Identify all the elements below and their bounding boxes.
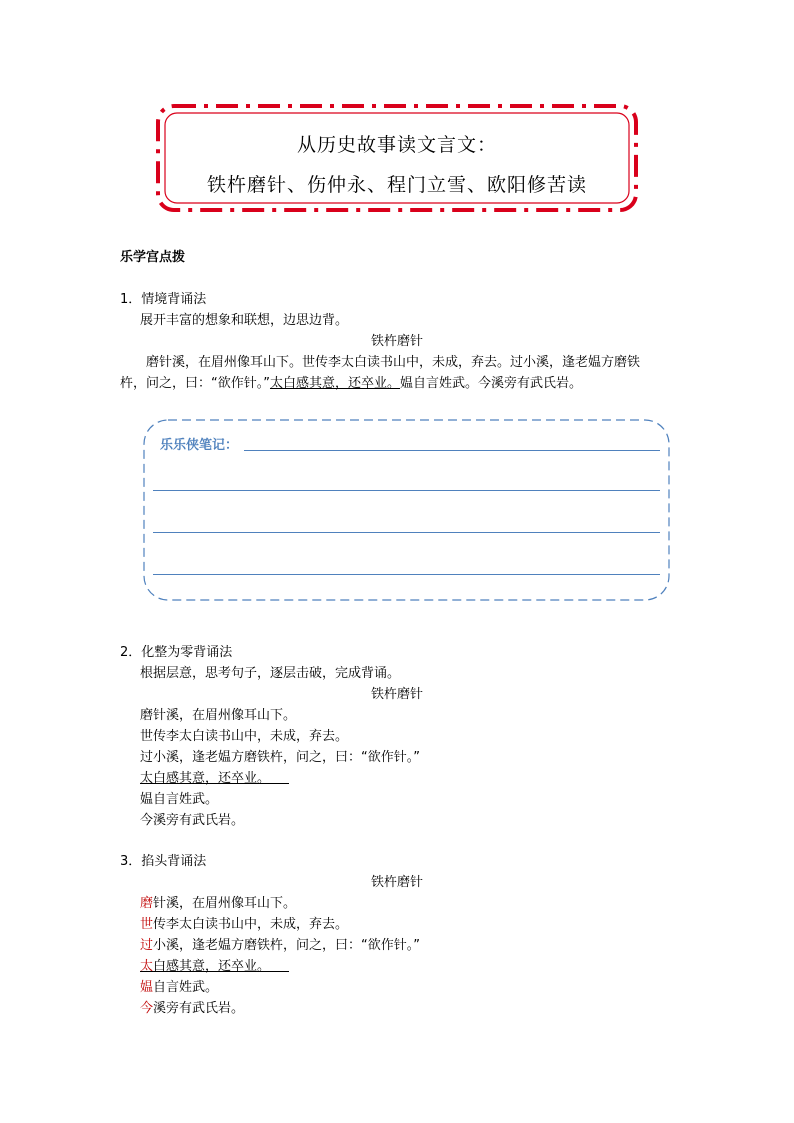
method1-intro: 展开丰富的想象和联想，边思边背。 <box>140 313 349 328</box>
method2-line: 媪自言姓武。 <box>140 792 219 807</box>
method1-paragraph-line2 <box>120 372 582 391</box>
method3-line <box>140 976 218 995</box>
notes-line-4[interactable] <box>153 574 660 575</box>
notes-line-1[interactable] <box>244 450 660 451</box>
method3-poem-title: 铁杵磨针 <box>370 875 423 890</box>
method2-line: 今溪旁有武氏岩。 <box>140 813 245 828</box>
method1-poem-title: 铁杵磨针 <box>370 334 423 349</box>
method3-line <box>140 892 296 911</box>
underlined-segment: 太白感其意，还卒业。 <box>269 376 400 391</box>
section-heading: 乐学宫点拨 <box>120 250 186 265</box>
method2-intro: 根据层意，思考句子，逐层击破，完成背诵。 <box>140 666 401 681</box>
method3-heading: 3．掐头背诵法 <box>120 854 207 869</box>
head-character: 媪 <box>140 980 154 995</box>
head-character: 太 <box>140 959 154 974</box>
line-rest: 白感其意，还卒业。 <box>153 959 271 974</box>
text-segment: 媪自言姓武。今溪旁有武氏岩。 <box>400 376 583 391</box>
method1-paragraph-line1: 磨针溪，在眉州像耳山下。世传李太白读书山中，未成，弃去。过小溪，逢老媪方磨铁 <box>146 355 641 370</box>
head-character: 今 <box>140 1001 154 1016</box>
head-character: 世 <box>140 917 154 932</box>
head-character: 磨 <box>140 896 154 911</box>
method2-line-underlined: 太白感其意，还卒业。 <box>140 771 271 786</box>
method3-line <box>140 913 348 932</box>
method3-line <box>140 934 420 953</box>
text-segment: 杵，问之，曰：“欲作针。” <box>120 376 270 391</box>
line-rest: 溪旁有武氏岩。 <box>153 1001 245 1016</box>
method2-heading: 2．化整为零背诵法 <box>120 645 233 660</box>
line-rest: 针溪，在眉州像耳山下。 <box>153 896 297 911</box>
method2-poem-title: 铁杵磨针 <box>370 687 423 702</box>
title-frame <box>156 104 638 212</box>
line-rest: 小溪，逢老媪方磨铁杵，问之，曰：“欲作针。” <box>153 938 420 953</box>
title-line-1: 从历史故事读文言文： <box>296 134 497 156</box>
notes-line-2[interactable] <box>153 490 660 491</box>
method1-heading: 1．情境背诵法 <box>120 292 207 307</box>
method3-line <box>140 997 244 1016</box>
method2-underline-extension <box>244 783 289 784</box>
method3-underline-extension <box>244 971 289 972</box>
line-rest: 自言姓武。 <box>153 980 219 995</box>
notes-line-3[interactable] <box>153 532 660 533</box>
line-rest: 传李太白读书山中，未成，弃去。 <box>153 917 349 932</box>
method2-line: 磨针溪，在眉州像耳山下。 <box>140 708 297 723</box>
notes-label: 乐乐侠笔记： <box>160 438 239 453</box>
head-character: 过 <box>140 938 154 953</box>
method2-line: 过小溪，逢老媪方磨铁杵，问之，曰：“欲作针。” <box>140 750 420 765</box>
method2-line: 世传李太白读书山中，未成，弃去。 <box>140 729 349 744</box>
title-line-2: 铁杵磨针、伤仲永、程门立雪、欧阳修苦读 <box>206 174 587 196</box>
